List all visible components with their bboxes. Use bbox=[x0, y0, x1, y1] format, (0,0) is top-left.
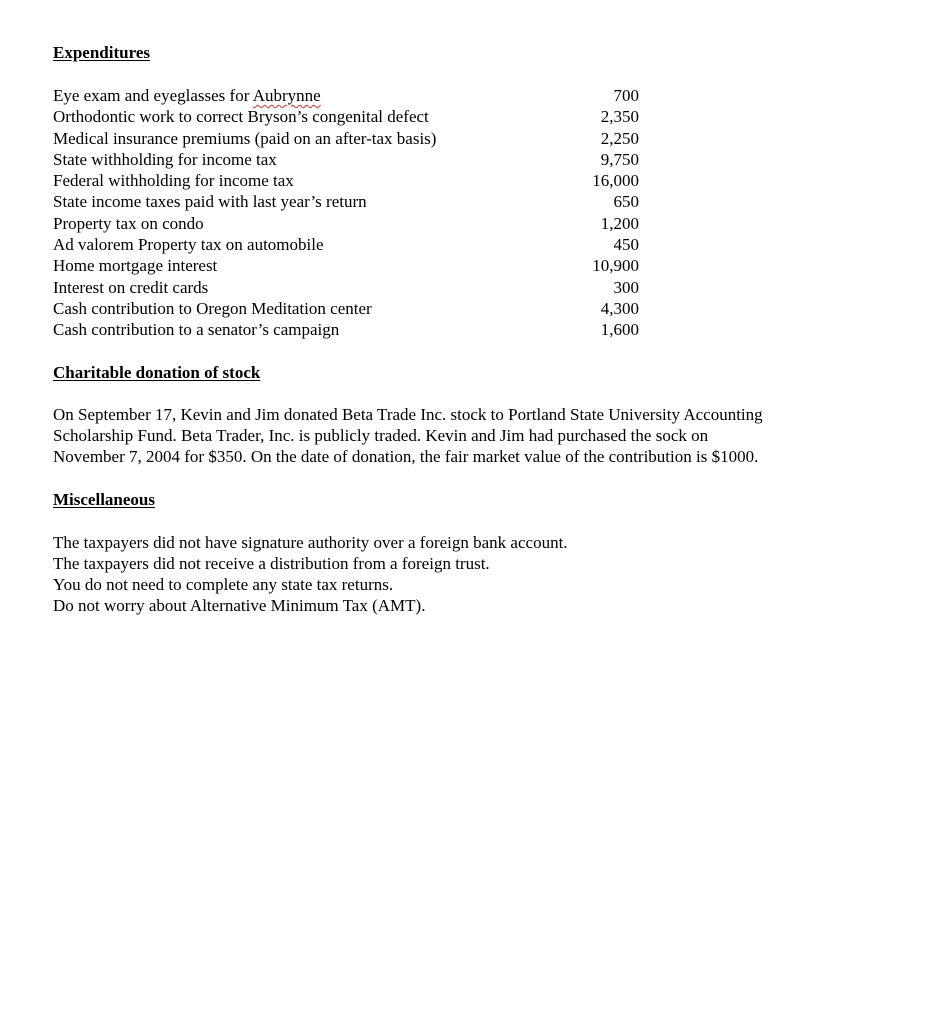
expenditures-heading: Expenditures bbox=[53, 43, 150, 62]
expenditure-row bbox=[53, 128, 643, 149]
expenditure-amount: 700 bbox=[613, 86, 639, 105]
expenditure-row bbox=[53, 255, 643, 276]
expenditure-label: Medical insurance premiums (paid on an after-tax basis) bbox=[53, 128, 437, 148]
expenditure-row bbox=[53, 170, 643, 191]
expenditure-label: Cash contribution to a senator’s campaign bbox=[53, 320, 340, 340]
expenditure-label: Federal withholding for income tax bbox=[53, 171, 294, 191]
expenditure-label: Eye exam and eyeglasses for Aubrynne bbox=[53, 86, 321, 105]
expenditure-row bbox=[53, 106, 643, 127]
expenditure-row bbox=[53, 234, 643, 255]
paragraph-line: November 7, 2004 for $350. On the date of donation, the fair market value of the contribution is $1000. bbox=[53, 447, 759, 466]
misc-line: Do not worry about Alternative Minimum Tax (AMT). bbox=[53, 596, 426, 615]
expenditure-amount: 9,750 bbox=[600, 149, 639, 169]
expenditure-label: Property tax on condo bbox=[53, 213, 204, 233]
expenditure-label: Cash contribution to Oregon Meditation center bbox=[53, 298, 372, 318]
expenditure-row bbox=[53, 191, 643, 212]
expenditure-row bbox=[53, 149, 643, 170]
misc-line: The taxpayers did not receive a distribution from a foreign trust. bbox=[53, 554, 490, 573]
paragraph-line: Scholarship Fund. Beta Trader, Inc. is publicly traded. Kevin and Jim had purchased the sock on bbox=[53, 426, 709, 445]
miscellaneous-heading: Miscellaneous bbox=[53, 490, 155, 509]
expenditure-amount: 10,900 bbox=[592, 256, 639, 276]
spellcheck-flagged-word[interactable]: Aubrynne bbox=[252, 86, 321, 105]
expenditure-amount: 1,600 bbox=[600, 320, 639, 340]
expenditure-label: Interest on credit cards bbox=[53, 277, 209, 297]
charitable-heading: Charitable donation of stock bbox=[53, 363, 261, 382]
expenditure-amount: 300 bbox=[613, 277, 639, 297]
expenditure-label: State income taxes paid with last year’s return bbox=[53, 192, 367, 212]
paragraph-line: On September 17, Kevin and Jim donated Beta Trade Inc. stock to Portland State University Accounting bbox=[53, 405, 763, 424]
expenditure-amount: 2,250 bbox=[600, 128, 639, 148]
misc-line: The taxpayers did not have signature authority over a foreign bank account. bbox=[53, 533, 568, 552]
expenditure-label: Ad valorem Property tax on automobile bbox=[53, 235, 324, 255]
expenditure-label: State withholding for income tax bbox=[53, 149, 277, 169]
expenditure-amount: 650 bbox=[613, 192, 639, 212]
expenditure-amount: 450 bbox=[613, 235, 639, 255]
miscellaneous-list bbox=[53, 532, 853, 616]
expenditure-label: Home mortgage interest bbox=[53, 256, 218, 276]
expenditure-label: Orthodontic work to correct Bryson’s congenital defect bbox=[53, 107, 429, 127]
expenditure-row bbox=[53, 298, 643, 319]
expenditure-amount: 16,000 bbox=[592, 171, 639, 191]
charitable-paragraph bbox=[53, 404, 853, 467]
expenditure-amount: 1,200 bbox=[600, 213, 639, 233]
misc-line: You do not need to complete any state tax returns. bbox=[53, 575, 394, 594]
expenditure-amount: 4,300 bbox=[600, 298, 639, 318]
expenditure-amount: 2,350 bbox=[600, 107, 639, 127]
expenditure-row bbox=[53, 319, 643, 340]
expenditure-row bbox=[53, 85, 643, 106]
expenditures-table bbox=[53, 85, 643, 341]
expenditure-row bbox=[53, 213, 643, 234]
expenditure-row bbox=[53, 277, 643, 298]
